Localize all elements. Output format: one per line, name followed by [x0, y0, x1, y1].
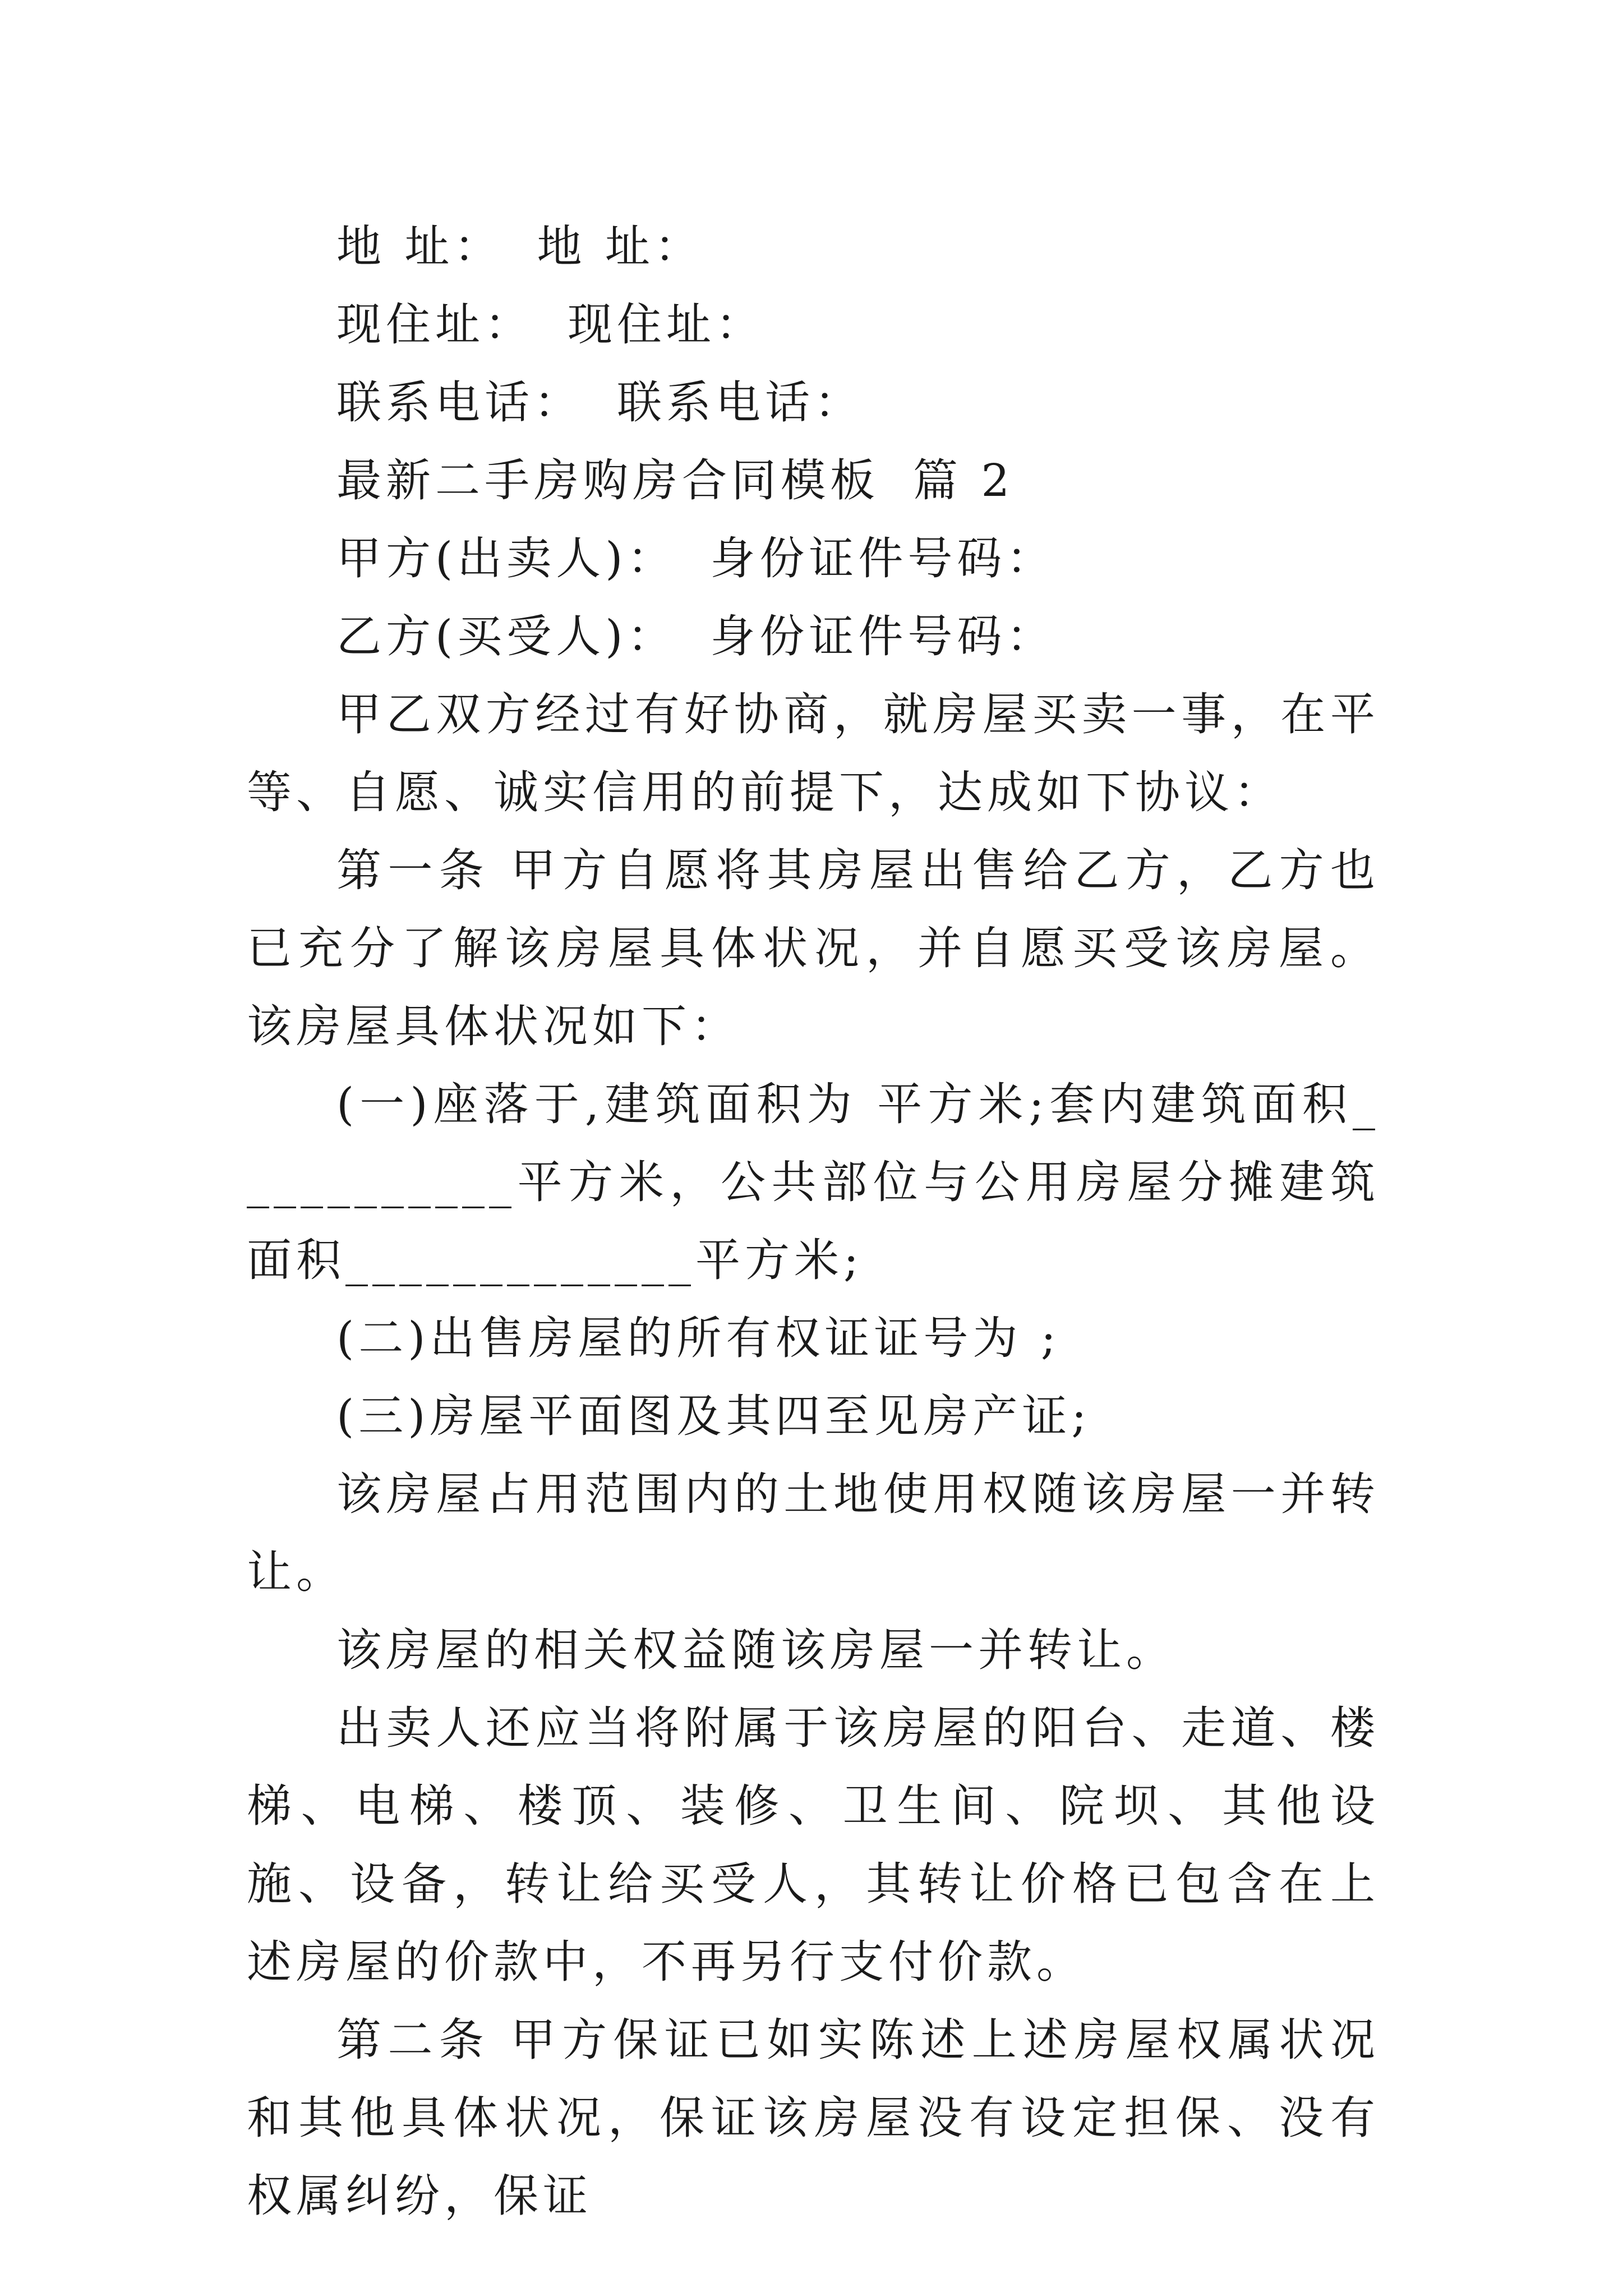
party-b-current-address-label: 现住址：: [568, 298, 765, 351]
land-use-paragraph: 该房屋占用范围内的土地使用权随该房屋一并转让。: [247, 1468, 1380, 1598]
party-a-address-label: 地 址：: [336, 220, 504, 273]
section-number: 篇 2: [913, 454, 1015, 507]
buyer-line: [247, 597, 1380, 675]
buyer-id-label: 身份证件号码：: [710, 610, 1056, 662]
seller-line: [247, 519, 1380, 597]
address-line: [247, 208, 1380, 286]
article-1-paragraph: 第一条 甲方自愿将其房屋出售给乙方，乙方也已充分了解该房屋具体状况，并自愿买受该房屋。该房屋具体状况如下：: [247, 844, 1380, 1052]
party-a-phone-label: 联系电话：: [336, 376, 583, 429]
document-body: [247, 208, 1380, 2235]
seller-id-label: 身份证件号码：: [710, 532, 1056, 585]
party-b-address-label: 地 址：: [537, 220, 704, 273]
item-3-floorplan-paragraph: (三)房屋平面图及其四至见房产证;: [336, 1390, 1091, 1442]
article-2-paragraph: 第二条 甲方保证已如实陈述上述房屋权属状况和其他具体状况，保证该房屋没有设定担保、没有权属纠纷，保证: [247, 2014, 1380, 2222]
buyer-label: 乙方(买受人)：: [336, 610, 677, 662]
section-heading: [247, 441, 1380, 519]
preamble-paragraph: 甲乙双方经过有好协商，就房屋买卖一事，在平等、自愿、诚实信用的前提下，达成如下协议：: [247, 688, 1380, 818]
item-1-area-paragraph: (一)座落于,建筑面积为 平方米;套内建筑面积___________平方米，公共部位与公用房屋分摊建筑面积_____________平方米;: [247, 1078, 1380, 1286]
current-address-line: [247, 286, 1380, 364]
party-a-current-address-label: 现住址：: [336, 298, 534, 351]
attachments-paragraph: 出卖人还应当将附属于该房屋的阳台、走道、楼梯、电梯、楼顶、装修、卫生间、院坝、其他设施、设备，转让给买受人，其转让价格已包含在上述房屋的价款中，不再另行支付价款。: [247, 1702, 1380, 1988]
item-2-certificate-paragraph: (二)出售房屋的所有权证证号为 ;: [336, 1312, 1061, 1364]
phone-line: [247, 364, 1380, 441]
seller-label: 甲方(出卖人)：: [336, 532, 677, 585]
section-title: 最新二手房购房合同模板: [336, 454, 879, 507]
rights-paragraph: 该房屋的相关权益随该房屋一并转让。: [336, 1624, 1175, 1676]
party-b-phone-label: 联系电话：: [617, 376, 864, 429]
